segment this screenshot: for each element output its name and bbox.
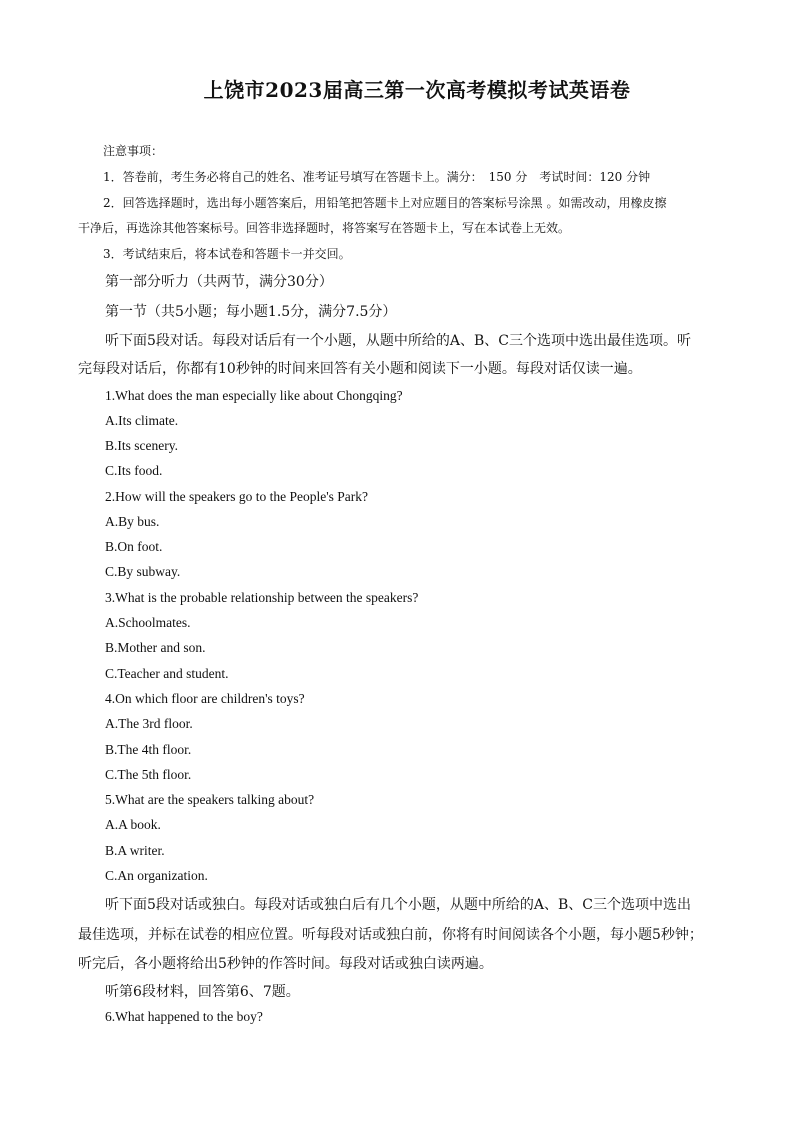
option-4b: B.The 4th floor.	[105, 742, 192, 757]
section2-instruction-b: 最佳选项，并标在试卷的相应位置。听每段对话或独白前，你将有时间阅读各个小题，每小题5秒钟；	[78, 927, 703, 943]
section1-instruction-a: 听下面5段对话。每段对话后有一个小题，从题中所给的A、B、C三个选项中选出最佳选项。听	[105, 333, 692, 349]
option-1b: B.Its scenery.	[105, 438, 178, 453]
option-4a: A.The 3rd floor.	[105, 716, 193, 731]
material-6-heading: 听第6段材料，回答第6、7题。	[105, 984, 300, 1000]
notice-item-2a: 2．回答选择题时，选出每小题答案后，用铅笔把答题卡上对应题目的答案标号涂黑 。如需改动，用橡皮擦	[103, 196, 667, 210]
notice-item-1: 1．答卷前，考生务必将自己的姓名、准考证号填写在答题卡上。满分： 150 分 考试时间：120 分钟	[103, 170, 651, 184]
option-4c: C.The 5th floor.	[105, 767, 192, 782]
section2-instruction-c: 听完后，各小题将给出5秒钟的作答时间。每段对话或独白读两遍。	[78, 956, 493, 972]
option-2c: C.By subway.	[105, 564, 181, 579]
question-6: 6.What happened to the boy?	[105, 1009, 263, 1024]
question-1: 1.What does the man especially like about Chongqing?	[105, 388, 403, 403]
option-1a: A.Its climate.	[105, 413, 179, 428]
option-5c: C.An organization.	[105, 868, 208, 883]
question-3: 3.What is the probable relationship between the speakers?	[105, 590, 419, 605]
option-5a: A.A book.	[105, 817, 161, 832]
notice-item-3: 3．考试结束后，将本试卷和答题卡一并交回。	[103, 247, 351, 261]
option-5b: B.A writer.	[105, 843, 165, 858]
option-3c: C.Teacher and student.	[105, 666, 229, 681]
question-4: 4.On which floor are children's toys?	[105, 691, 305, 706]
question-5: 5.What are the speakers talking about?	[105, 792, 315, 807]
option-3a: A.Schoolmates.	[105, 615, 191, 630]
notice-heading: 注意事项：	[103, 144, 164, 158]
section1-instruction-b: 完每段对话后，你都有10秒钟的时间来回答有关小题和阅读下一小题。每段对话仅读一遍。	[78, 361, 642, 377]
option-3b: B.Mother and son.	[105, 640, 206, 655]
part1-heading: 第一部分听力（共两节，满分30分）	[105, 274, 333, 290]
question-2: 2.How will the speakers go to the People's Park?	[105, 489, 369, 504]
option-1c: C.Its food.	[105, 463, 163, 478]
section1-heading: 第一节（共5小题；每小题1.5分，满分7.5分）	[105, 304, 397, 320]
exam-title: 上饶市2023届高三第一次高考模拟考试英语卷	[203, 78, 631, 102]
section2-instruction-a: 听下面5段对话或独白。每段对话或独白后有几个小题，从题中所给的A、B、C三个选项中选出	[105, 897, 692, 913]
notice-item-2b: 干净后，再选涂其他答案标号。回答非选择题时，将答案写在答题卡上，写在本试卷上无效。	[78, 221, 571, 235]
option-2a: A.By bus.	[105, 514, 160, 529]
option-2b: B.On foot.	[105, 539, 163, 554]
